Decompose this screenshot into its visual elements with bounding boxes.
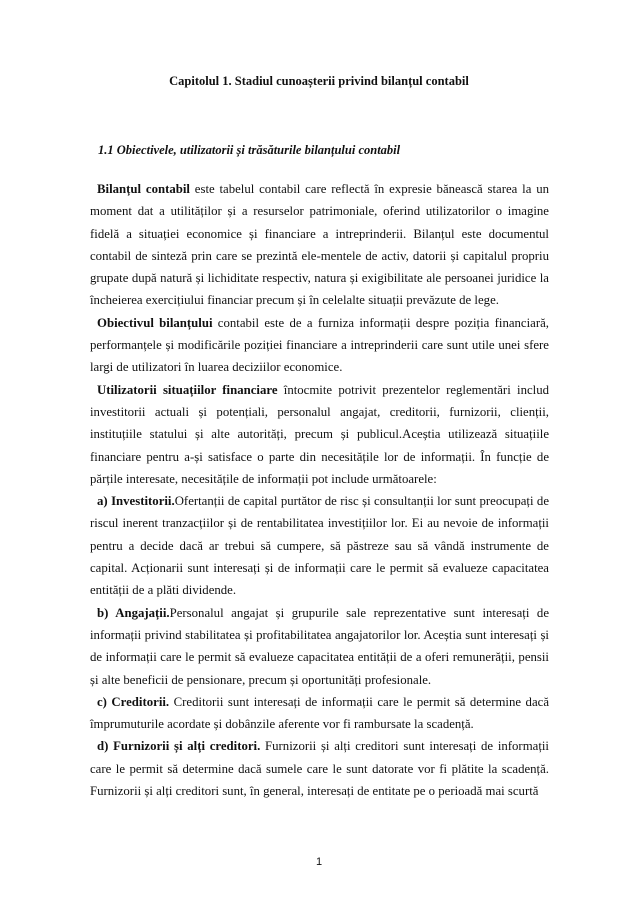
paragraph-body: este tabelul contabil care reflectă în expresie bănească starea la un moment dat a utilităților și a resurselor patrimoniale, oferind utilizatorilor o imagine fidelă a situației economice și financiare a intreprinderii. Bilanțul este documentul contabil de sinteză prin care se prezintă ele-mentele de activ, datorii și capitalul propriu grupate după natură și lichiditate respectiv, natura și exigibilitate ale persoanei juridice la încheierea exercițiului financiar precum și în celelalte situații prevăzute de lege.: [90, 182, 549, 308]
paragraph-bilant: [90, 178, 549, 312]
paragraph-body: Creditorii sunt interesați de informații care le permit să determine dacă împrumuturile acordate și dobânzile aferente vor fi rambursate la scadență.: [90, 694, 549, 732]
paragraph-lead: b) Angajații.: [97, 605, 170, 620]
body-text: [90, 178, 549, 802]
paragraph-utilizatori: [90, 379, 549, 490]
paragraph-body: Personalul angajat și grupurile sale reprezentative sunt interesați de informații privind stabilitatea și profitabilitatea angajatorilor lor. Aceștia sunt interesați și de informații care le permit să evalueze capacitatea entității de a oferi remunerății, pensii și alte beneficii de pensionare, precum și oportunități profesionale.: [90, 605, 549, 687]
chapter-title: Capitolul 1. Stadiul cunoașterii privind bilanțul contabil: [169, 74, 469, 88]
page-number: 1: [315, 856, 323, 868]
paragraph-lead: Utilizatorii situațiilor financiare: [97, 382, 278, 397]
paragraph-lead: c) Creditorii.: [97, 694, 170, 709]
paragraph-lead: Bilanțul contabil: [97, 182, 190, 196]
paragraph-investitori: [90, 490, 549, 601]
paragraph-obiectiv: [90, 312, 549, 379]
paragraph-lead: Obiectivul bilanțului: [97, 315, 213, 330]
paragraph-body: Furnizorii și alți creditori sunt interesați de informații care le permit să determine dacă sumele care le sunt datorate vor fi plătite la scadență. Furnizorii și alți creditori sunt, în general, interesați de entitate pe o perioadă mai scurtă: [90, 739, 549, 799]
paragraph-angajati: [90, 602, 549, 691]
paragraph-furnizori: [90, 735, 549, 802]
paragraph-creditori: [90, 691, 549, 736]
paragraph-lead: d) Furnizorii și alți creditori.: [97, 739, 261, 754]
paragraph-body: Ofertanții de capital purtător de risc și consultanții lor sunt preocupați de riscul inerent tranzacțiilor și de rentabilitatea investițiilor lor. Ei au nevoie de informații pentru a decide dacă ar trebui să cumpere, să păstreze sau să vândă instrumente de capital. Acționarii sunt interesați și de informații care le permit să evalueze capacitatea entității de a plăti dividende.: [90, 494, 549, 598]
paragraph-lead: a) Investitorii.: [97, 494, 175, 509]
section-title: 1.1 Obiectivele, utilizatorii și trăsăturile bilanțului contabil: [98, 143, 401, 157]
paragraph-body: contabil este de a furniza informații despre poziția financiară, performanțele și modificările poziției financiare a intreprinderii care sunt utile unei sfere largi de utilizatori în luarea deciziilor economice.: [90, 315, 549, 375]
paragraph-body: întocmite potrivit prezentelor reglementări includ investitorii actuali și potențiali, personalul angajat, creditorii, furnizorii, clienții, instituțiile statului și alte autorități, precum și publicul.Aceștia utilizează situațiile financiare pentru a-și satisface o parte din necesitățile lor de informații. În funcție de părțile interesate, necesitățile de informații pot include următoarele:: [90, 382, 549, 486]
